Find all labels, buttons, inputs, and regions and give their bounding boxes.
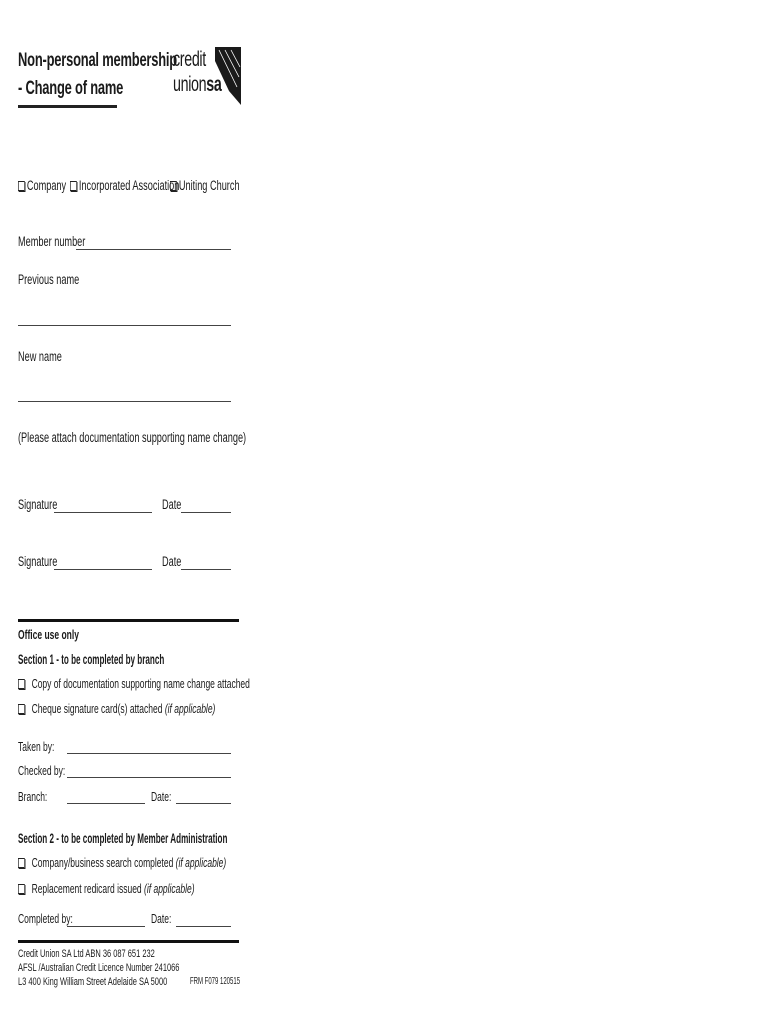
checkbox-icon[interactable]	[18, 884, 25, 894]
form-code: FRM F079 120515	[190, 976, 241, 987]
logo-word-credit: credit	[173, 48, 206, 71]
taken-by-label: Taken by:	[18, 740, 55, 754]
date-label-2: Date	[162, 554, 182, 569]
checkbox-icon[interactable]	[18, 858, 25, 868]
entity-type-label: Incorporated Association	[78, 178, 180, 193]
logo-word-sa: sa	[206, 73, 222, 96]
section-2-title: Section 2 - to be completed by Member Administration	[18, 831, 228, 846]
new-name-field[interactable]	[18, 401, 231, 402]
footer-line-1: Credit Union SA Ltd ABN 36 087 651 232	[18, 948, 155, 960]
section-1-item-cheque-card[interactable]: Cheque signature card(s) attached (if applicable)	[18, 702, 308, 716]
date-label-1: Date	[162, 497, 182, 512]
checked-by-field[interactable]	[67, 777, 231, 778]
section-2-item-redicard[interactable]: Replacement redicard issued (if applicable)	[18, 882, 278, 896]
branch-field[interactable]	[67, 803, 145, 804]
signature-field-1[interactable]	[54, 512, 152, 513]
entity-type-uniting-church[interactable]	[170, 178, 272, 193]
signature-field-2[interactable]	[54, 569, 152, 570]
footer-line-2: AFSL /Australian Credit Licence Number 241066	[18, 962, 180, 974]
footer-line-3: L3 400 King William Street Adelaide SA 5000	[18, 976, 168, 988]
date-field-1[interactable]	[181, 512, 231, 513]
checkbox-icon[interactable]	[170, 181, 177, 191]
signature-label-2: Signature	[18, 554, 58, 569]
completed-date-field[interactable]	[176, 926, 231, 927]
checkbox-icon[interactable]	[18, 181, 25, 191]
member-number-label: Member number	[18, 234, 86, 249]
title-underline	[18, 105, 117, 108]
entity-type-label: Company	[26, 178, 67, 193]
branch-date-field[interactable]	[176, 803, 231, 804]
office-divider-top	[18, 619, 239, 622]
logo-word-union: union	[173, 73, 207, 96]
attach-note: (Please attach documentation supporting name change)	[18, 430, 247, 445]
new-name-label: New name	[18, 349, 62, 364]
checkbox-icon[interactable]	[18, 679, 25, 689]
member-number-field[interactable]	[76, 249, 231, 250]
completed-by-field[interactable]	[67, 926, 145, 927]
branch-label: Branch:	[18, 790, 48, 804]
credit-union-sa-logo	[171, 47, 241, 109]
previous-name-label: Previous name	[18, 272, 80, 287]
section-1-item-documentation[interactable]: Copy of documentation supporting name change attached	[18, 677, 359, 691]
entity-type-label: Uniting Church	[178, 178, 240, 193]
checkbox-icon[interactable]	[18, 704, 25, 714]
logo-triangle-icon	[215, 47, 241, 107]
checkbox-icon[interactable]	[70, 181, 77, 191]
office-use-heading: Office use only	[18, 628, 79, 642]
branch-date-label: Date:	[151, 790, 172, 804]
checked-by-label: Checked by:	[18, 764, 66, 778]
previous-name-field[interactable]	[18, 325, 231, 326]
completed-date-label: Date:	[151, 912, 172, 926]
signature-label-1: Signature	[18, 497, 58, 512]
taken-by-field[interactable]	[67, 753, 231, 754]
section-2-item-company-search[interactable]: Company/business search completed (if applicable)	[18, 856, 324, 870]
section-1-title: Section 1 - to be completed by branch	[18, 652, 165, 667]
date-field-2[interactable]	[181, 569, 231, 570]
completed-by-label: Completed by:	[18, 912, 73, 926]
title-line-2: - Change of name	[18, 78, 124, 99]
office-divider-bottom	[18, 940, 239, 943]
title-line-1: Non-personal membership	[18, 50, 177, 71]
